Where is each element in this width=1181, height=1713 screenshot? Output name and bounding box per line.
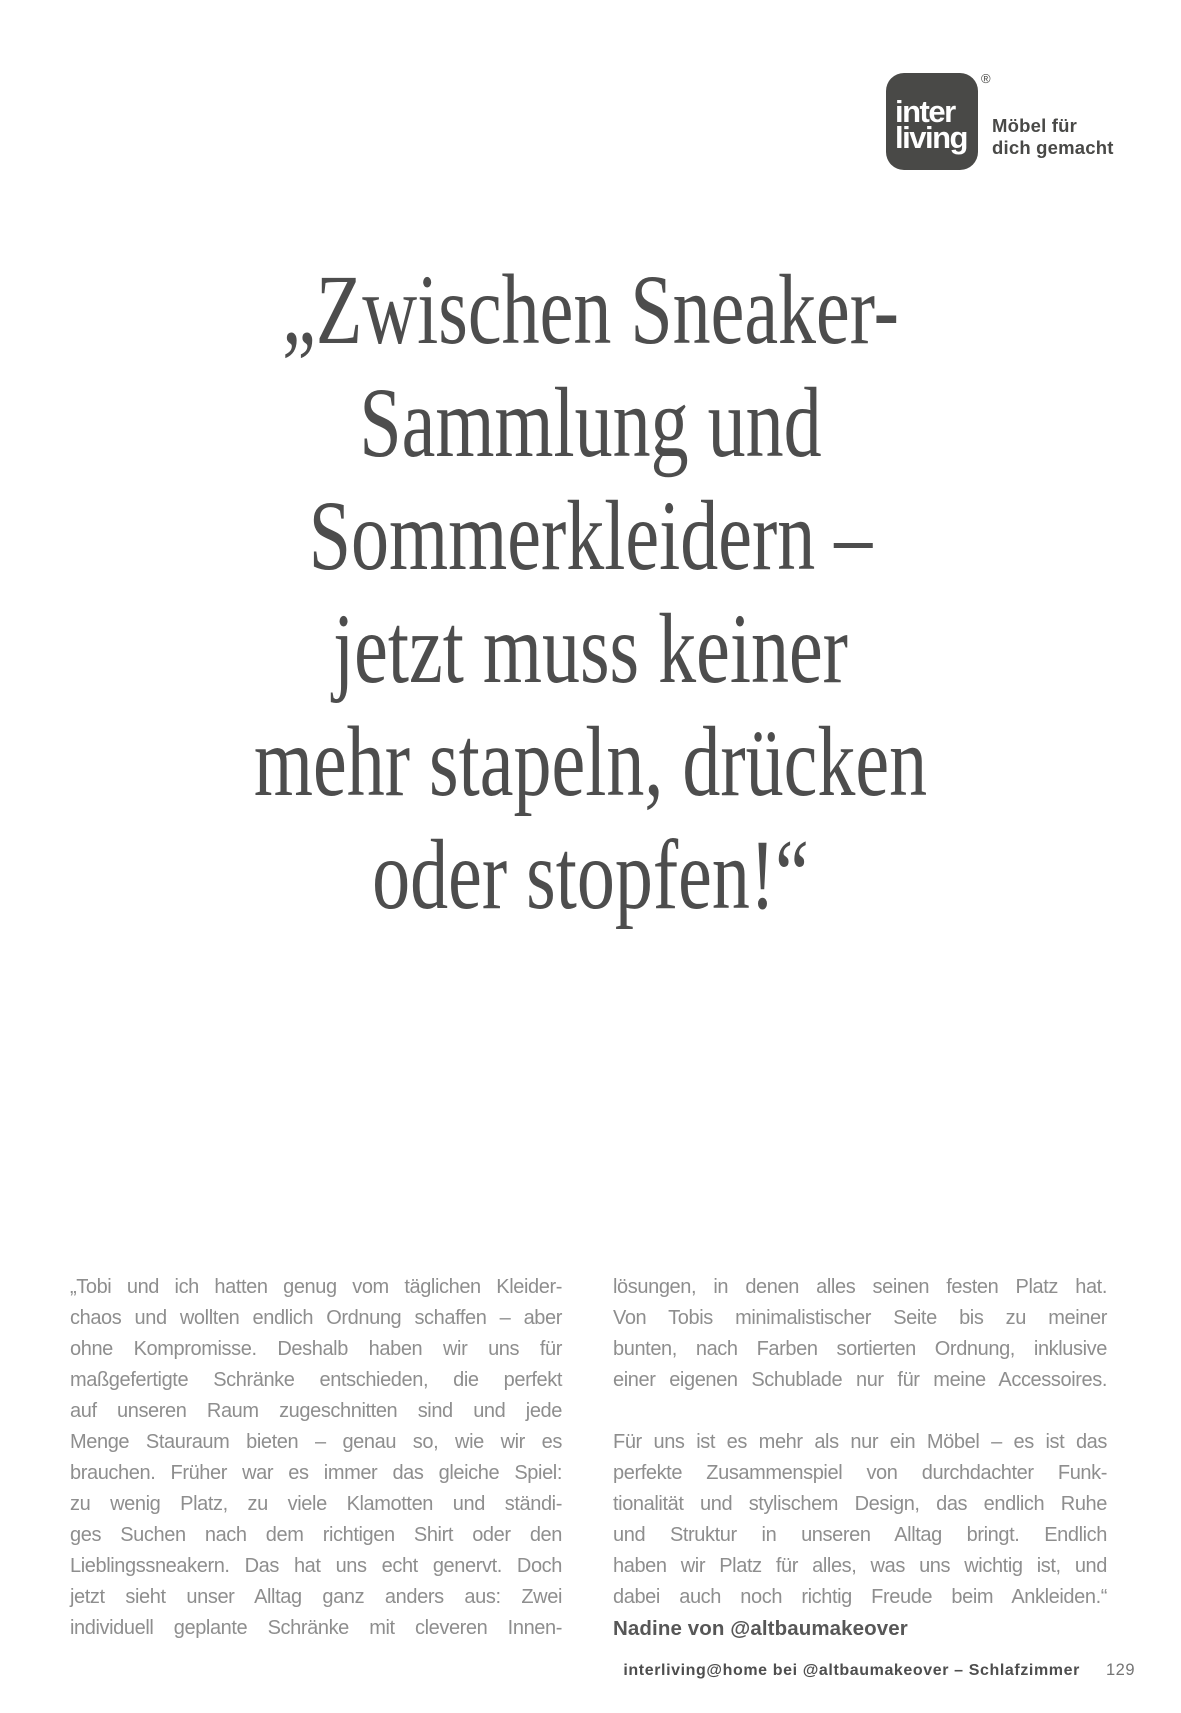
text-line: bunten, nach Farben sortierten Ordnung, inklusive bbox=[613, 1338, 1107, 1360]
registered-trademark-icon: ® bbox=[981, 71, 991, 86]
right-column bbox=[613, 1272, 1107, 1644]
paragraph-gap bbox=[613, 1396, 1107, 1427]
text-line: zu wenig Platz, zu viele Klamotten und ständi- bbox=[70, 1493, 562, 1515]
brand-tagline bbox=[992, 115, 1114, 159]
text-line: Sammlung und bbox=[359, 367, 822, 478]
text-line: mehr stapeln, drücken bbox=[253, 706, 928, 817]
text-line: „Zwischen Sneaker- bbox=[282, 254, 899, 365]
text-line: auf unseren Raum zugeschnitten sind und jede bbox=[70, 1400, 562, 1422]
text-line: perfekte Zusammenspiel von durchdachter Funk- bbox=[613, 1462, 1107, 1484]
text-line: Menge Stauraum bieten – genau so, wie wir es bbox=[70, 1431, 562, 1453]
left-column bbox=[70, 1272, 562, 1644]
right-paragraph-1 bbox=[613, 1272, 1107, 1396]
interliving-logo bbox=[886, 73, 978, 170]
footer-caption: interliving@home bei @altbaumakeover – Schlafzimmer bbox=[623, 1662, 1080, 1679]
text-line: chaos und wollten endlich Ordnung schaffen – aber bbox=[70, 1307, 562, 1329]
text-line: individuell geplante Schränke mit cleveren Innen- bbox=[70, 1617, 562, 1639]
text-line: tionalität und stylischem Design, das endlich Ruhe bbox=[613, 1493, 1107, 1515]
text-line: oder stopfen!“ bbox=[372, 819, 809, 930]
text-line: Lieblingssneakern. Das hat uns echt genervt. Doch bbox=[70, 1555, 562, 1577]
tagline-line-2: dich gemacht bbox=[992, 137, 1114, 158]
text-line: jetzt sieht unser Alltag ganz anders aus: Zwei bbox=[70, 1586, 562, 1608]
text-line: lösungen, in denen alles seinen festen Platz hat. bbox=[613, 1276, 1107, 1298]
text-line: Für uns ist es mehr als nur ein Möbel – es ist das bbox=[613, 1431, 1107, 1453]
text-line: einer eigenen Schublade nur für meine Accessoires. bbox=[613, 1369, 1107, 1391]
page-number: 129 bbox=[1105, 1661, 1135, 1679]
text-line: „Tobi und ich hatten genug vom täglichen Kleider- bbox=[70, 1276, 562, 1298]
text-line: ges Suchen nach dem richtigen Shirt oder den bbox=[70, 1524, 562, 1546]
tagline-line-1: Möbel für bbox=[992, 115, 1078, 136]
pull-quote-headline bbox=[142, 253, 1040, 931]
logo-word-inter: inter bbox=[895, 94, 955, 129]
text-line: maßgefertigte Schränke entschieden, die perfekt bbox=[70, 1369, 562, 1391]
text-line: dabei auch noch richtig Freude beim Ankleiden.“ bbox=[613, 1586, 1107, 1608]
text-line: brauchen. Früher war es immer das gleiche Spiel: bbox=[70, 1462, 562, 1484]
text-line: Sommerkleidern – bbox=[308, 480, 873, 591]
logo-word-living: living bbox=[895, 120, 967, 155]
page-footer bbox=[623, 1661, 1135, 1680]
text-line: jetzt muss keiner bbox=[333, 593, 848, 704]
text-line: und Struktur in unseren Alltag bringt. Endlich bbox=[613, 1524, 1107, 1546]
right-paragraph-2 bbox=[613, 1427, 1107, 1613]
text-line: haben wir Platz für alles, was uns wichtig ist, und bbox=[613, 1555, 1107, 1577]
text-line: Von Tobis minimalistischer Seite bis zu meiner bbox=[613, 1307, 1107, 1329]
text-line: ohne Kompromisse. Deshalb haben wir uns für bbox=[70, 1338, 562, 1360]
author-name: Nadine von @altbaumakeover bbox=[613, 1617, 908, 1640]
